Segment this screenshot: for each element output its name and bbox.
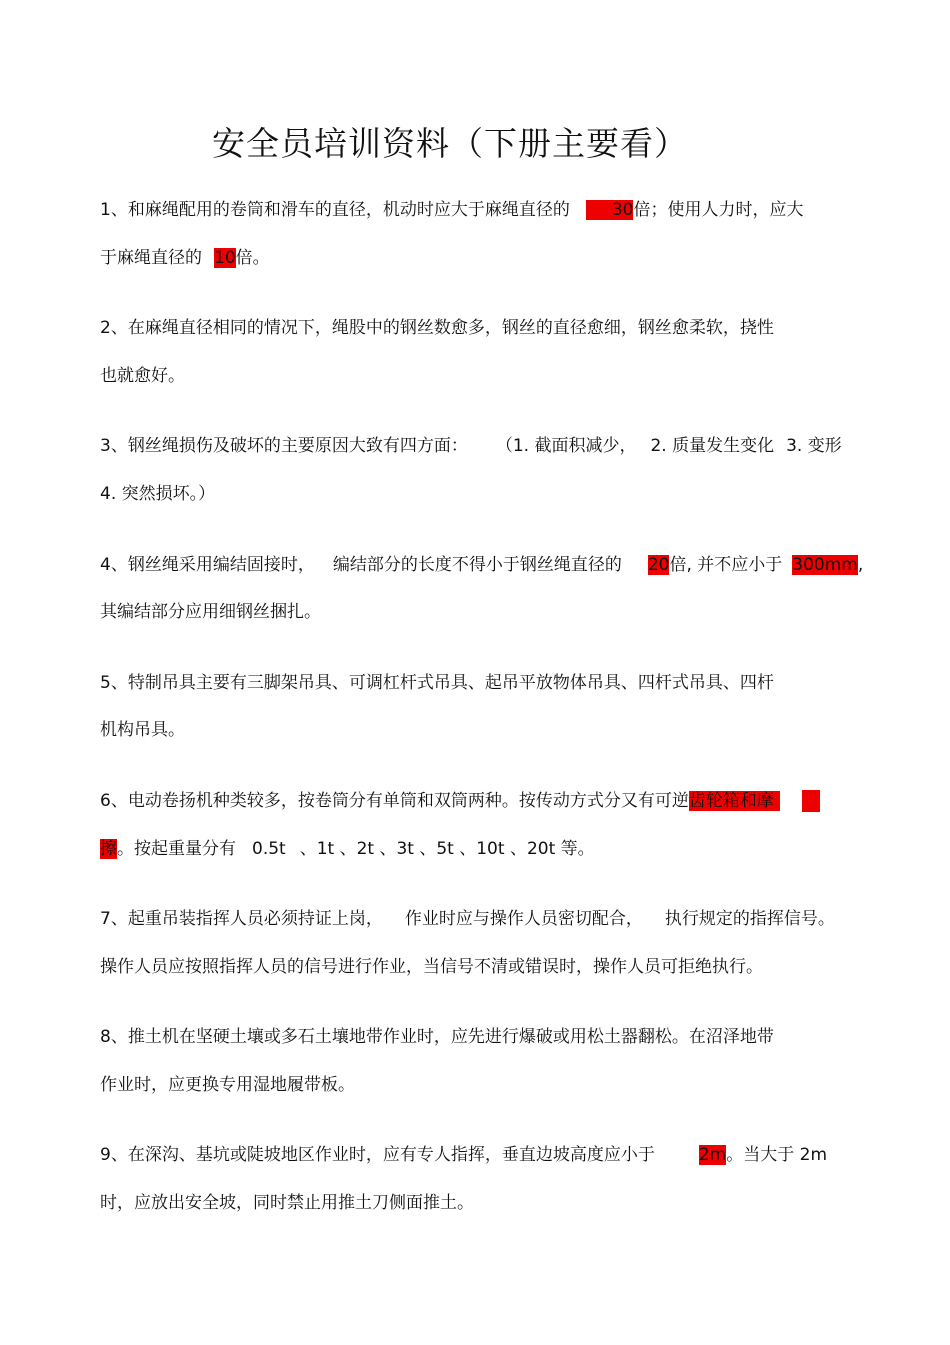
item-9-line-1 — [100, 1143, 827, 1167]
item-3-line-2: 4. 突然损坏。） — [100, 484, 216, 504]
item-7-text: 执行规定的指挥信号。 — [664, 909, 835, 929]
item-6-line-2 — [100, 837, 595, 861]
highlight-value: 300mm — [792, 555, 858, 575]
item-3-text: 3. 变形 — [786, 436, 842, 456]
item-4-text: 编结部分的长度不得小于钢丝绳直径的 — [332, 555, 622, 575]
item-3-text: （1. 截面积减少， — [495, 436, 637, 456]
item-9-line-2: 时，应放出安全坡，同时禁止用推土刀侧面推土。 — [100, 1193, 474, 1213]
document-title: 安全员培训资料（下册主要看） — [212, 124, 688, 163]
item-1-line-1 — [100, 198, 803, 222]
item-6-text: 6、电动卷扬机种类较多，按卷筒分有单筒和双筒两种。按传动方式分又有可逆 — [100, 791, 689, 811]
item-4-line-2: 其编结部分应用细钢丝捆扎。 — [100, 602, 321, 622]
item-7-text: 7、起重吊装指挥人员必须持证上岗， — [100, 909, 383, 929]
item-9-text: 9、在深沟、基坑或陡坡地区作业时，应有专人指挥，垂直边坡高度应小于 — [100, 1145, 655, 1165]
highlight-value: 齿轮箱和摩 — [689, 791, 780, 811]
item-3-line-1 — [100, 434, 842, 458]
highlight-value: 10 — [214, 248, 236, 268]
item-2-line-2: 也就愈好。 — [100, 366, 185, 386]
item-1-line-2 — [100, 246, 270, 270]
item-3-text: 3、钢丝绳损伤及破坏的主要原因大致有四方面： — [100, 436, 468, 456]
item-4-text: , — [857, 555, 864, 575]
item-6-text: 、1t 、2t 、3t 、5t 、10t 、20t 等。 — [299, 839, 595, 859]
item-2-line-1: 2、在麻绳直径相同的情况下，绳股中的钢丝数愈多，钢丝的直径愈细，钢丝愈柔软，挠性 — [100, 318, 774, 338]
item-1-text: 倍；使用人力时，应大 — [633, 200, 804, 220]
item-7-text: 作业时应与操作人员密切配合， — [404, 909, 643, 929]
highlight-value: 2m — [698, 1145, 727, 1165]
item-5-line-2: 机构吊具。 — [100, 720, 185, 740]
highlight-value: 擦 — [100, 839, 117, 859]
highlight-value: 20 — [647, 555, 670, 575]
item-8-line-1: 8、推土机在坚硬土壤或多石土壤地带作业时，应先进行爆破或用松土器翻松。在沼泽地带 — [100, 1027, 774, 1047]
highlight-block — [802, 790, 820, 812]
item-8-line-2: 作业时，应更换专用湿地履带板。 — [100, 1075, 355, 1095]
item-5-line-1: 5、特制吊具主要有三脚架吊具、可调杠杆式吊具、起吊平放物体吊具、四杆式吊具、四杆 — [100, 673, 774, 693]
item-9-text: 。当大于 2m — [726, 1145, 827, 1165]
item-6-text: 0.5t — [252, 839, 286, 859]
item-4-text: 倍, 并不应小于 — [669, 555, 783, 575]
item-7-line-1 — [100, 907, 835, 931]
item-6-line-1 — [100, 789, 820, 813]
item-4-text: 4、钢丝绳采用编结固接时， — [100, 555, 315, 575]
item-1-text: 倍。 — [235, 248, 270, 268]
item-1-text: 于麻绳直径的 — [100, 248, 202, 268]
item-6-text: 。按起重量分有 — [117, 839, 236, 859]
item-4-line-1 — [100, 553, 863, 577]
item-7-line-2: 操作人员应按照指挥人员的信号进行作业，当信号不清或错误时，操作人员可拒绝执行。 — [100, 957, 763, 977]
item-1-text: 1、和麻绳配用的卷筒和滑车的直径，机动时应大于麻绳直径的 — [100, 200, 570, 220]
highlight-value: 30 — [586, 200, 634, 220]
item-3-text: 2. 质量发生变化 — [650, 436, 775, 456]
